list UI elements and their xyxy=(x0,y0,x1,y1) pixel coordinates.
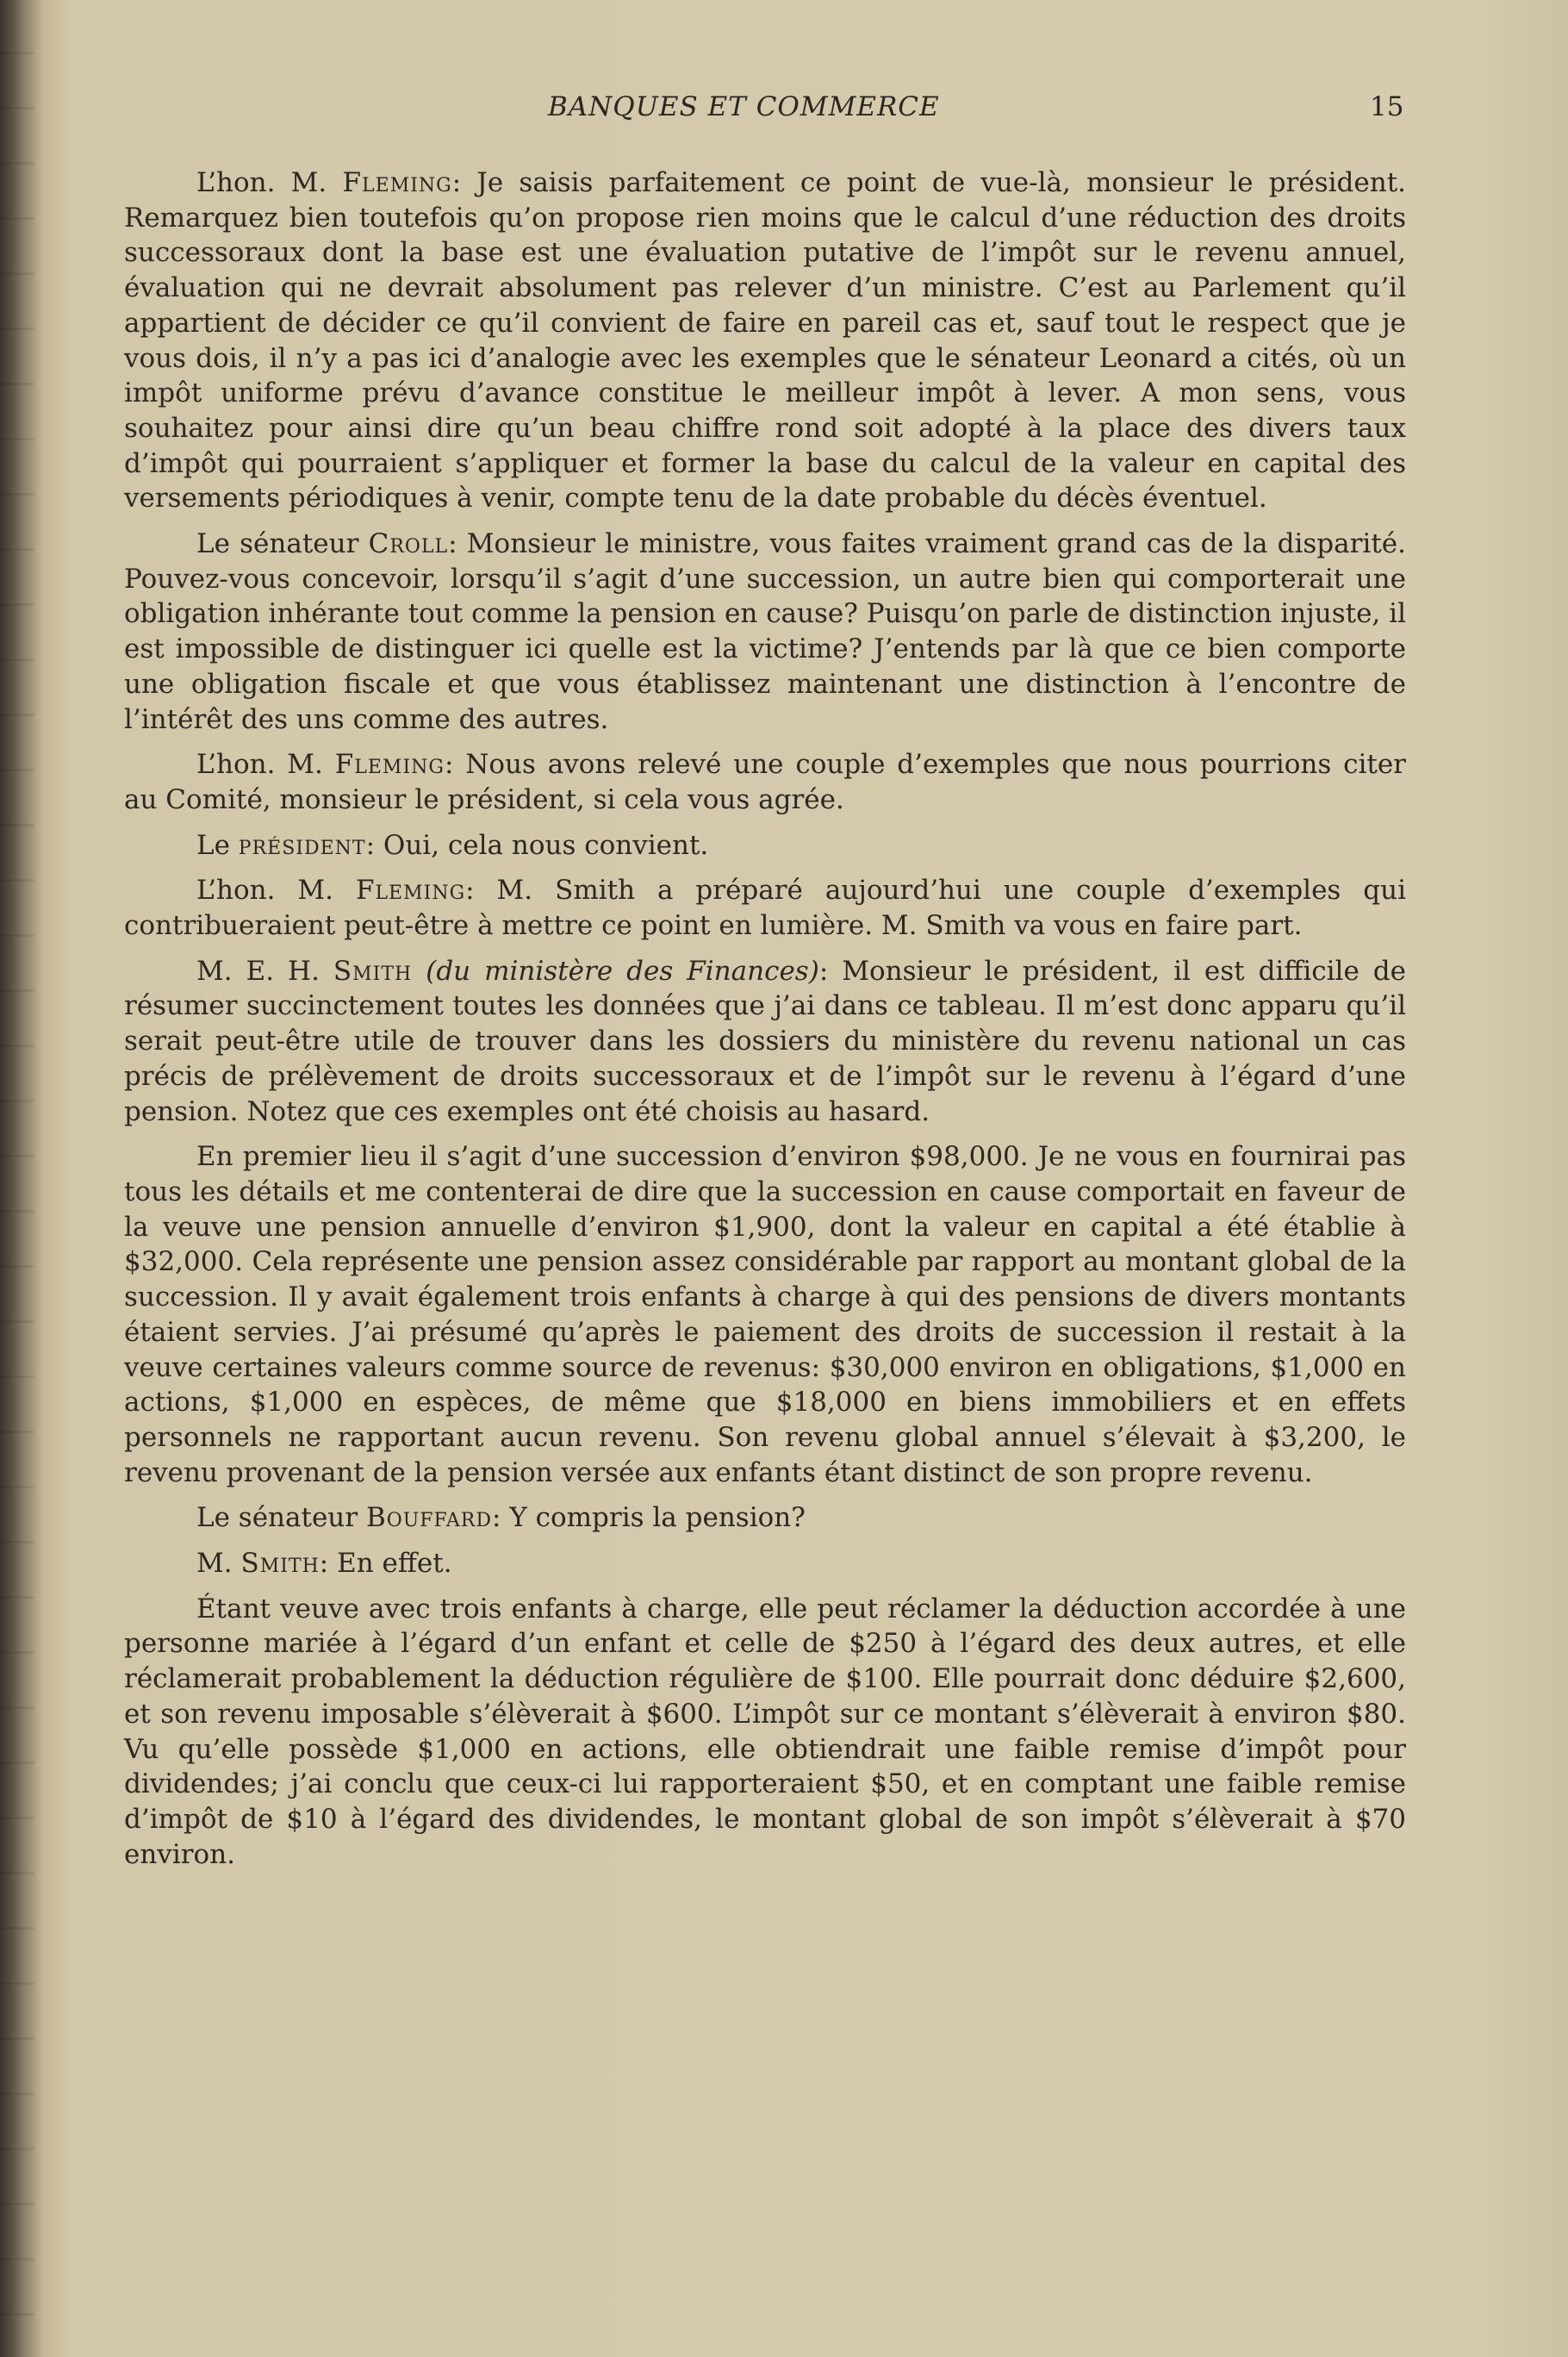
paragraph-text: : M. Smith a préparé aujourd’hui une couple d’exemples qui contribueraient peut-être à mettre ce point en lumière. M. Smith va vous en faire part. xyxy=(124,875,1407,942)
speaker-prefix: L’hon. M. xyxy=(196,875,333,907)
speaker-prefix: Le sénateur xyxy=(196,528,359,560)
speaker-name: Smith xyxy=(240,1548,320,1580)
speaker-name: Fleming xyxy=(355,875,466,907)
speaker-prefix: Le sénateur xyxy=(196,1502,358,1534)
paragraph-smith-3 xyxy=(124,1546,1406,1581)
paragraph-text: Étant veuve avec trois enfants à charge, elle peut réclamer la déduction accordée à une personne mariée à l’égard d’un enfant et celle de $250 à l’égard des deux autres, et elle réclamerait probablement la déduction régulière de $100. Elle pourrait donc déduire $2,600, et son revenu imposable s’élèverait à $600. L’impôt sur ce montant s’élèverait à environ $80. Vu qu’elle possède $1,000 en actions, elle obtiendrait une faible remise d’impôt pour dividendes; j’ai conclu que ceux-ci lui rapporteraient $50, et en comptant une faible remise d’impôt de $10 à l’égard des dividendes, le montant global de son impôt s’élèverait à $70 environ. xyxy=(124,1593,1406,1870)
speaker-name: Fleming xyxy=(342,167,452,198)
speaker-prefix: Le xyxy=(196,829,230,861)
paragraph-smith-4 xyxy=(124,1592,1406,1873)
paragraph-fleming-2 xyxy=(124,747,1406,817)
speaker-name: Smith xyxy=(333,955,413,987)
paragraph-fleming-3 xyxy=(124,873,1406,943)
speaker-name: Croll xyxy=(368,528,449,560)
paragraph-smith-2 xyxy=(124,1139,1406,1490)
body-text xyxy=(124,165,1406,1882)
page-header xyxy=(0,86,1568,129)
speaker-name: Fleming xyxy=(334,749,445,781)
running-title: BANQUES ET COMMERCE xyxy=(548,91,940,122)
paragraph-fleming-1 xyxy=(124,165,1406,516)
speaker-name: président xyxy=(238,829,366,861)
speaker-affiliation: (du ministère des Finances) xyxy=(426,955,819,987)
paragraph-text: : Nous avons relevé une couple d’exemples que nous pourrions citer au Comité, monsieur le président, si cela vous agrée. xyxy=(124,749,1406,815)
paragraph-text: : Y compris la pension? xyxy=(492,1502,806,1534)
paragraph-text: : Monsieur le ministre, vous faites vraiment grand cas de la disparité. Pouvez-vous concevoir, lorsqu’il s’agit d’une succession, un autre bien qui comporterait une obligation inhérante tout comme la pension en cause? Puisqu’on parle de distinction injuste, il est impossible de distinguer ici quelle est la victime? J’entends par là que ce bien comporte une obligation fiscale et que vous établissez maintenant une distinction à l’encontre de l’intérêt des uns comme des autres. xyxy=(124,528,1407,735)
paragraph-text: : En effet. xyxy=(319,1548,452,1580)
paragraph-text: : Monsieur le président, il est difficile de résumer succinctement toutes les données que j’ai dans ce tableau. Il m’est donc apparu qu’il serait peut-être utile de trouver dans les dossiers du ministère du revenu national un cas précis de prélèvement de droits successoraux et de l’impôt sur le revenu à l’égard d’une pension. Notez que ces exemples ont été choisis au hasard. xyxy=(124,955,1406,1127)
speaker-prefix: L’hon. M. xyxy=(196,749,323,781)
paragraph-text: En premier lieu il s’agit d’une succession d’environ $98,000. Je ne vous en fournirai pas tous les détails et me contenterai de dire que la succession en cause comportait en faveur de la veuve une pension annuelle d’environ $1,900, dont la valeur en capital a été établie à $32,000. Cela représente une pension assez considérable par rapport au montant global de la succession. Il y avait également trois enfants à charge à qui des pensions de divers montants étaient servies. J’ai présumé qu’après le paiement des droits de succession il restait à la veuve certaines valeurs comme source de revenus: $30,000 environ en obligations, $1,000 en actions, $1,000 en espèces, de même que $18,000 en biens immobiliers et en effets personnels ne rapportant aucun revenu. Son revenu global annuel s’élevait à $3,200, le revenu provenant de la pension versée aux enfants étant distinct de son propre revenu. xyxy=(124,1141,1406,1488)
speaker-prefix: M. xyxy=(196,1548,233,1580)
book-spine-shadow xyxy=(0,0,34,2357)
speaker-prefix: M. E. H. xyxy=(196,955,320,987)
paragraph-text: : Je saisis parfaitement ce point de vue-là, monsieur le président. Remarquez bien toutefois qu’on propose rien moins que le calcul d’une réduction des droits successoraux dont la base est une évaluation putative de l’impôt sur le revenu annuel, évaluation qui ne devrait absolument pas relever d’un ministre. C’est au Parlement qu’il appartient de décider ce qu’il convient de faire en pareil cas et, sauf tout le respect que je vous dois, il n’y a pas ici d’analogie avec les exemples que le sénateur Leonard a cités, où un impôt uniforme prévu d’avance constitue le meilleur impôt à lever. A mon sens, vous souhaitez pour ainsi dire qu’un beau chiffre rond soit adopté à la place des divers taux d’impôt qui pourraient s’appliquer et former la base du calcul de la valeur en capital des versements périodiques à venir, compte tenu de la date probable du décès éventuel. xyxy=(124,167,1407,514)
speaker-name: Bouffard xyxy=(365,1502,493,1534)
paragraph-bouffard xyxy=(124,1500,1406,1536)
paragraph-croll xyxy=(124,527,1406,737)
paragraph-smith-1 xyxy=(124,954,1406,1130)
speaker-prefix: L’hon. M. xyxy=(196,167,327,198)
page-number: 15 xyxy=(1370,91,1404,122)
paragraph-text: : Oui, cela nous convient. xyxy=(365,829,709,861)
paragraph-president xyxy=(124,828,1406,864)
